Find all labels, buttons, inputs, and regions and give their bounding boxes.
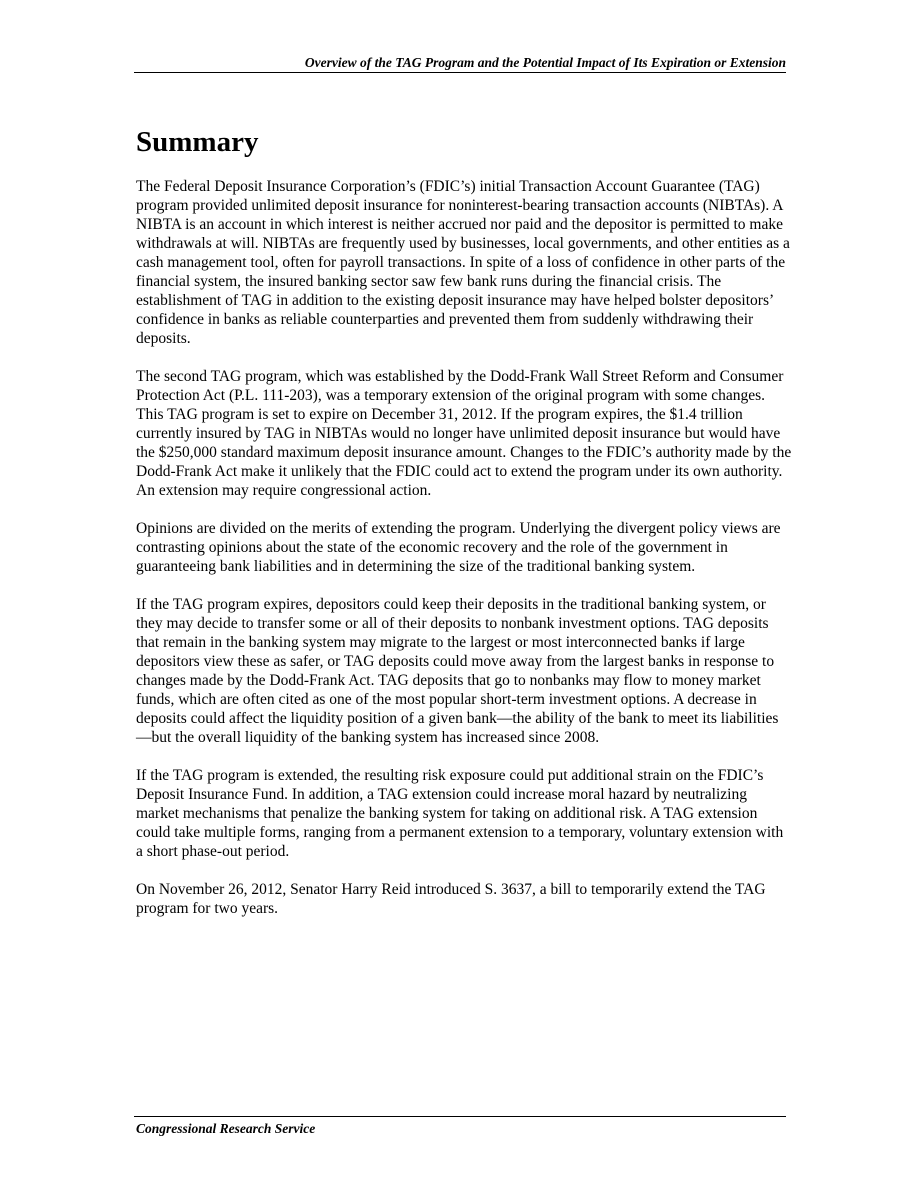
paragraph-second-tag-program: The second TAG program, which was established by the Dodd-Frank Wall Street Reform and Consumer Protection Act (P.L. 111-203), was a temporary extension of the original program with some changes. This TAG program is set to expire on December 31, 2012. If the program expires, the $1.4 trillion currently insured by TAG in NIBTAs would no longer have unlimited deposit insurance but would have the $250,000 standard maximum deposit insurance amount. Changes to the FDIC’s authority made by the Dodd-Frank Act make it unlikely that the FDIC could act to extend the program under its own authority. An extension may require congressional action.	[136, 368, 792, 499]
footer-divider	[134, 1116, 786, 1117]
paragraph-expiration: If the TAG program expires, depositors could keep their deposits in the traditional banking system, or they may decide to transfer some or all of their deposits to nonbank investment options. TAG deposits that remain in the banking system may migrate to the largest or most interconnected banks if large depositors view these as safer, or TAG deposits could move away from the largest banks in response to changes made by the Dodd-Frank Act. TAG deposits that go to nonbanks may flow to money market funds, which are often cited as one of the most popular short-term investment options. A decrease in deposits could affect the liquidity position of a given bank—the ability of the bank to meet its liabilities—but the overall liquidity of the banking system has increased since 2008.	[136, 596, 779, 746]
paragraph-intro: The Federal Deposit Insurance Corporation’s (FDIC’s) initial Transaction Account Guarantee (TAG) program provided unlimited deposit insurance for noninterest-bearing transaction accounts (NIBTAs). A NIBTA is an account in which interest is neither accrued nor paid and the depositor is permitted to make withdrawals at will. NIBTAs are frequently used by businesses, local governments, and other entities as a cash management tool, often for payroll transactions. In spite of a loss of confidence in other parts of the financial system, the insured banking sector saw few bank runs during the financial crisis. The establishment of TAG in addition to the existing deposit insurance may have helped bolster depositors’ confidence in banks as reliable counterparties and prevented them from suddenly withdrawing their deposits.	[136, 178, 790, 347]
paragraph-extension: If the TAG program is extended, the resulting risk exposure could put additional strain on the FDIC’s Deposit Insurance Fund. In addition, a TAG extension could increase moral hazard by neutralizing market mechanisms that penalize the banking system for taking on additional risk. A TAG extension could take multiple forms, ranging from a permanent extension to a temporary, voluntary extension with a short phase-out period.	[136, 767, 784, 860]
page-footer	[136, 1120, 315, 1138]
paragraph-opinions: Opinions are divided on the merits of extending the program. Underlying the divergent policy views are contrasting opinions about the state of the economic recovery and the role of the government in guaranteeing bank liabilities and in determining the size of the traditional banking system.	[136, 520, 781, 575]
section-title: Summary	[136, 126, 259, 158]
summary-body	[136, 177, 792, 937]
running-header	[134, 54, 786, 73]
footer-publisher: Congressional Research Service	[136, 1121, 316, 1136]
running-header-title: Overview of the TAG Program and the Potential Impact of Its Expiration or Extension	[304, 55, 786, 70]
paragraph-bill: On November 26, 2012, Senator Harry Reid introduced S. 3637, a bill to temporarily extend the TAG program for two years.	[136, 881, 766, 917]
